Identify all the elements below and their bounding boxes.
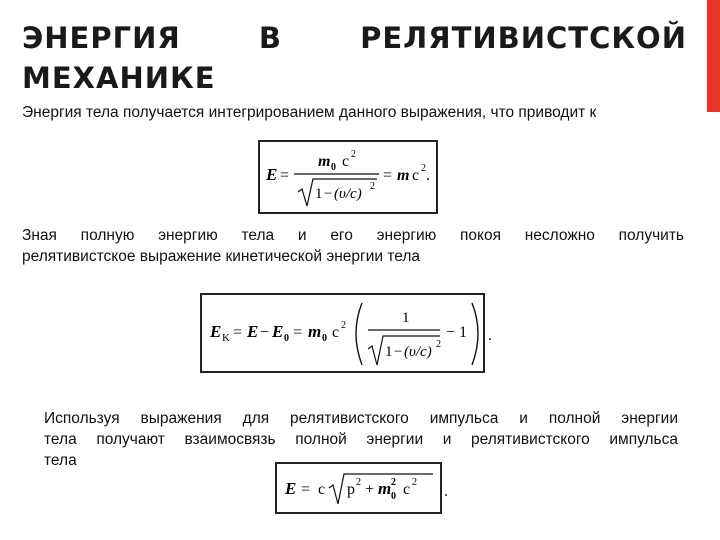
f1-den-exp: 2 (370, 181, 375, 192)
f1-den-minus: − (324, 186, 333, 202)
f3-m-exp: 2 (391, 477, 396, 488)
f1-rhs-eq: = (383, 167, 393, 184)
p2-line-1: Зная полную энергию тела и его энергию покоя несложно получить (22, 227, 684, 244)
f2-dot: . (488, 327, 492, 344)
f2-den-one: 1 (385, 344, 393, 360)
paragraph-kinetic-energy (22, 225, 684, 267)
formula-energy-momentum-svg (277, 464, 440, 512)
f2-frac-num: 1 (402, 310, 410, 326)
f2-right-paren (472, 303, 478, 365)
f3-p: p (347, 481, 355, 498)
f2-e0: E (272, 322, 284, 341)
formula-energy-momentum (275, 462, 442, 514)
f2-m-sub: 0 (322, 333, 327, 344)
f2-e: E (247, 322, 259, 341)
f3-dot: . (444, 483, 448, 500)
f2-left-paren (356, 303, 362, 365)
f3-plus: + (365, 481, 375, 498)
f3-lhs: E (285, 479, 297, 498)
f1-num-c: c (342, 153, 350, 170)
f2-tail: − 1 (446, 324, 468, 341)
f1-rhs-dot: . (426, 167, 430, 184)
paragraph-energy-integration: Энергия тела получается интегрированием данного выражения, что приводит к (22, 104, 597, 121)
formula-total-energy (258, 140, 438, 214)
f3-eq: = (301, 481, 311, 498)
formula-total-energy-svg (260, 142, 436, 212)
f2-lhs: E (210, 322, 222, 341)
formula-kinetic-energy (200, 293, 485, 373)
f1-num-m: m (318, 153, 331, 170)
f2-c-exp: 2 (341, 320, 346, 331)
f1-num-sub: 0 (331, 162, 336, 173)
f2-eq2: = (293, 324, 303, 341)
f1-rhs-c: c (412, 167, 420, 184)
p3-line-3: тела (44, 452, 77, 469)
f2-minus: − (260, 324, 270, 341)
title-word-1: ЭНЕРГИЯ (22, 21, 181, 55)
f1-rhs-exp: 2 (421, 163, 426, 174)
f2-den-minus: − (394, 344, 403, 360)
f3-m-sub: 0 (391, 491, 396, 502)
p3-line-1: Используя выражения для релятивистского импульса и полной энергии (44, 410, 678, 427)
formula-kinetic-energy-svg (202, 295, 483, 371)
f1-rhs-m: m (397, 167, 410, 184)
f1-den-one: 1 (315, 186, 323, 202)
f2-lhs-sub: K (222, 332, 230, 344)
title-word-3: РЕЛЯТИВИСТСКОЙ (360, 21, 687, 55)
f2-den-frac: (υ/c) (404, 344, 432, 360)
title-word-2: В (258, 21, 282, 55)
f1-num-exp: 2 (351, 149, 356, 160)
slide-title (22, 18, 687, 98)
f2-den-exp: 2 (436, 339, 441, 350)
p3-line-2: тела получают взаимосвязь полной энергии и релятивистского импульса (44, 431, 678, 448)
f3-p-exp: 2 (356, 477, 361, 488)
f2-eq1: = (233, 324, 243, 341)
f1-eq: = (280, 167, 290, 184)
f2-e0-sub: 0 (284, 333, 289, 344)
title-line-2: МЕХАНИКЕ (22, 61, 216, 95)
f2-m: m (308, 322, 322, 341)
f3-c: c (318, 481, 326, 498)
f1-den-frac: (υ/c) (334, 186, 362, 202)
f3-m: m (378, 479, 392, 498)
f3-c2: c (403, 481, 411, 498)
p2-line-2: релятивистское выражение кинетической энергии тела (22, 248, 421, 265)
f2-c: c (332, 324, 340, 341)
f1-lhs: E (266, 165, 278, 184)
f3-c2-exp: 2 (412, 477, 417, 488)
title-line-1 (22, 18, 687, 58)
accent-bar (707, 0, 720, 112)
